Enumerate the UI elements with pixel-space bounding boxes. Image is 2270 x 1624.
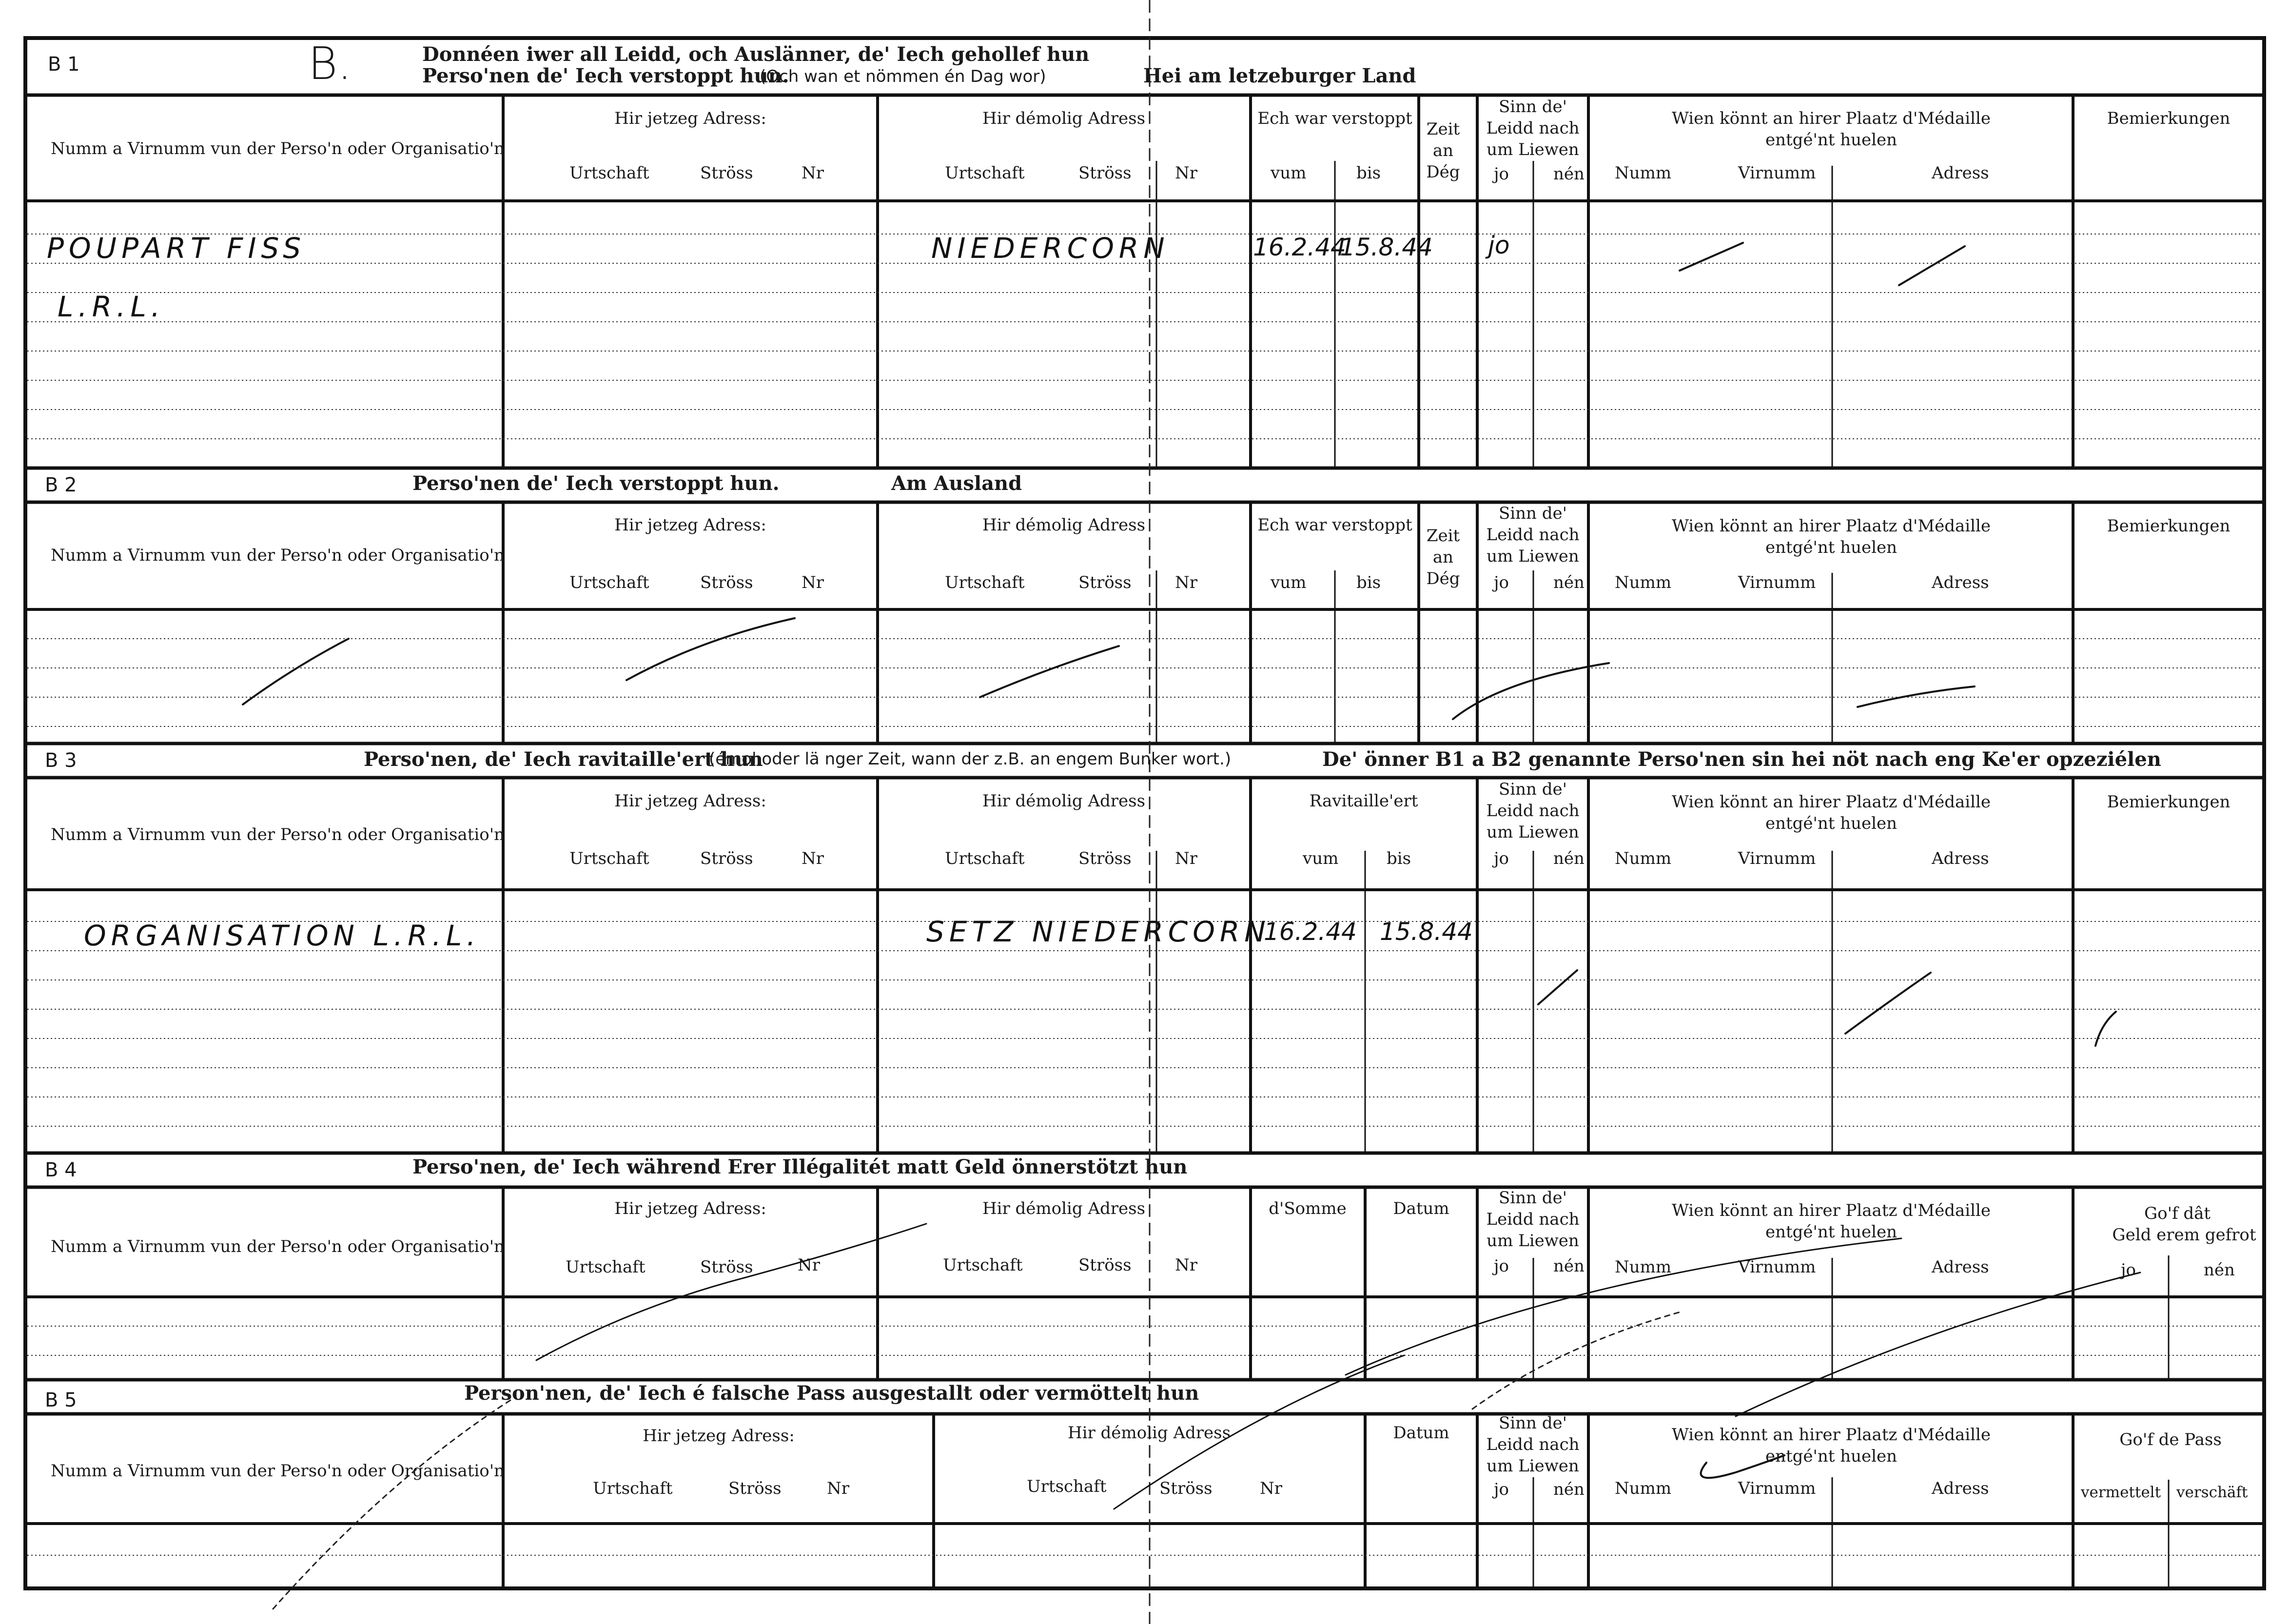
b2-col-former-street: Ströss bbox=[1078, 573, 1132, 592]
b1-entry-name-1: POUPART FISS bbox=[47, 232, 306, 265]
b2-col-medal-2: entgé'nt huelen bbox=[1765, 538, 1898, 557]
b5-col-pass-made: verschäft bbox=[2176, 1484, 2248, 1501]
b5-col-pass-issued: vermettelt bbox=[2081, 1484, 2161, 1501]
b5-col-medal-address: Adress bbox=[1932, 1479, 1989, 1498]
b3-col-to: bis bbox=[1387, 849, 1411, 868]
form-letter: B. bbox=[308, 38, 352, 90]
b4-col-current-number: Nr bbox=[798, 1255, 821, 1275]
b4-col-money-yes: jo bbox=[2121, 1260, 2136, 1280]
b5-col-no: nén bbox=[1553, 1480, 1585, 1499]
b4-col-former-number: Nr bbox=[1175, 1255, 1198, 1275]
b3-title: Perso'nen, de' Iech ravitaille'ert hun bbox=[364, 748, 763, 771]
b1-col-current-address: Hir jetzeg Adress: bbox=[614, 109, 766, 128]
b1-col-no: nén bbox=[1553, 164, 1585, 184]
intro-country: Hei am letzeburger Land bbox=[1143, 64, 1416, 87]
b2-col-alive-2: Leidd nach bbox=[1486, 525, 1580, 545]
b5-col-name: Numm a Virnumm vun der Perso'n oder Organisatio'n bbox=[51, 1461, 505, 1481]
intro-line-2: Perso'nen de' Iech verstoppt hun. bbox=[422, 64, 789, 87]
b1-col-name: Numm a Virnumm vun der Perso'n oder Organisatio'n bbox=[51, 139, 505, 158]
b1-col-former-locality: Urtschaft bbox=[945, 163, 1025, 183]
b2-col-current-number: Nr bbox=[802, 573, 824, 592]
b2-col-alive-1: Sinn de' bbox=[1498, 504, 1567, 523]
b2-col-time-2: an bbox=[1432, 548, 1454, 567]
b2-title: Perso'nen de' Iech verstoppt hun. bbox=[412, 472, 780, 495]
b1-col-time-2: an bbox=[1432, 141, 1454, 160]
b1-col-former-number: Nr bbox=[1175, 163, 1198, 183]
b4-title: Perso'nen, de' Iech während Erer Illégalitét matt Geld önnerstötzt hun bbox=[412, 1155, 1188, 1178]
b1-col-medal-firstname: Virnumm bbox=[1738, 163, 1816, 183]
b1-col-former-street: Ströss bbox=[1078, 163, 1132, 183]
b1-col-medal-name: Numm bbox=[1615, 163, 1672, 183]
b4-col-sum: d'Somme bbox=[1269, 1199, 1347, 1218]
b1-col-medal-2: entgé'nt huelen bbox=[1765, 130, 1898, 150]
b4-col-yes: jo bbox=[1494, 1256, 1509, 1276]
b5-title: Person'nen, de' Iech é falsche Pass ausgestallt oder vermöttelt hun bbox=[464, 1382, 1199, 1405]
b1-col-alive-3: um Liewen bbox=[1487, 140, 1579, 159]
b5-col-current-street: Ströss bbox=[728, 1479, 782, 1498]
section-code-b2: B 2 bbox=[45, 474, 77, 496]
b5-col-current-locality: Urtschaft bbox=[593, 1479, 673, 1498]
b3-col-current-street: Ströss bbox=[700, 849, 753, 868]
b5-col-former-locality: Urtschaft bbox=[1027, 1477, 1107, 1496]
b1-col-time-3: Dég bbox=[1426, 162, 1460, 182]
b1-col-to: bis bbox=[1356, 163, 1381, 183]
b1-col-from: vum bbox=[1271, 163, 1307, 183]
b5-col-date: Datum bbox=[1393, 1423, 1449, 1443]
b3-col-former-number: Nr bbox=[1175, 849, 1198, 868]
b1-col-current-number: Nr bbox=[802, 163, 824, 183]
b5-col-medal-2: entgé'nt huelen bbox=[1765, 1447, 1898, 1466]
b2-col-former-locality: Urtschaft bbox=[945, 573, 1025, 592]
b1-entry-name-2: L.R.L. bbox=[58, 290, 165, 323]
b3-note: De' önner B1 a B2 genannte Perso'nen sin hei nöt nach eng Ke'er opzeziélen bbox=[1322, 748, 2161, 771]
b5-col-former-address: Hir démolig Adress bbox=[1067, 1423, 1231, 1443]
b5-col-pass: Go'f de Pass bbox=[2119, 1430, 2222, 1449]
b3-col-current-locality: Urtschaft bbox=[569, 849, 649, 868]
b2-col-former-address: Hir démolig Adress bbox=[982, 515, 1146, 535]
b1-col-current-street: Ströss bbox=[700, 163, 753, 183]
b3-col-current-address: Hir jetzeg Adress: bbox=[614, 791, 766, 811]
b2-col-hidden: Ech war verstoppt bbox=[1257, 515, 1412, 535]
b2-col-yes: jo bbox=[1494, 573, 1509, 592]
b4-col-date: Datum bbox=[1393, 1199, 1449, 1218]
b2-place: Am Ausland bbox=[891, 472, 1022, 495]
b5-col-former-street: Ströss bbox=[1159, 1479, 1213, 1498]
b2-col-medal-firstname: Virnumm bbox=[1738, 573, 1816, 592]
b2-col-from: vum bbox=[1271, 573, 1307, 592]
b2-col-current-locality: Urtschaft bbox=[569, 573, 649, 592]
b5-col-yes: jo bbox=[1494, 1480, 1509, 1499]
b3-col-name: Numm a Virnumm vun der Perso'n oder Organisatio'n bbox=[51, 825, 505, 844]
b4-col-current-address: Hir jetzeg Adress: bbox=[614, 1199, 766, 1218]
b1-entry-from: 16.2.44 bbox=[1253, 233, 1346, 261]
b3-col-supplied: Ravitaille'ert bbox=[1309, 791, 1418, 811]
b5-col-alive-1: Sinn de' bbox=[1498, 1413, 1567, 1433]
b1-col-yes: jo bbox=[1494, 164, 1509, 184]
b4-col-name: Numm a Virnumm vun der Perso'n oder Organisatio'n bbox=[51, 1237, 505, 1256]
intro-line-2-paren: (Och wan et nömmen én Dag wor) bbox=[760, 67, 1046, 86]
b1-col-medal-1: Wien könnt an hirer Plaatz d'Médaille bbox=[1671, 109, 1991, 128]
b4-col-alive-1: Sinn de' bbox=[1498, 1188, 1567, 1208]
b1-entry-to: 15.8.44 bbox=[1340, 233, 1433, 261]
b3-entry-to: 15.8.44 bbox=[1380, 918, 1473, 946]
b1-col-remarks: Bemierkungen bbox=[2107, 109, 2231, 128]
b4-col-medal-1: Wien könnt an hirer Plaatz d'Médaille bbox=[1671, 1201, 1991, 1220]
b2-col-medal-address: Adress bbox=[1932, 573, 1989, 592]
b4-col-alive-3: um Liewen bbox=[1487, 1231, 1579, 1251]
b3-col-former-address: Hir démolig Adress bbox=[982, 791, 1146, 811]
b3-entry-from: 16.2.44 bbox=[1264, 918, 1357, 946]
b3-col-yes: jo bbox=[1494, 849, 1509, 868]
b4-col-current-locality: Urtschaft bbox=[566, 1257, 646, 1277]
b5-col-former-number: Nr bbox=[1260, 1479, 1283, 1498]
b2-col-medal-name: Numm bbox=[1615, 573, 1672, 592]
b3-col-from: vum bbox=[1303, 849, 1339, 868]
b2-col-time-3: Dég bbox=[1426, 569, 1460, 588]
b3-col-current-number: Nr bbox=[802, 849, 824, 868]
b3-col-medal-name: Numm bbox=[1615, 849, 1672, 868]
b4-col-money-2: Geld erem gefrot bbox=[2112, 1225, 2256, 1245]
b3-entry-name: ORGANISATION L.R.L. bbox=[84, 919, 481, 952]
b3-col-alive-3: um Liewen bbox=[1487, 822, 1579, 842]
b4-col-medal-firstname: Virnumm bbox=[1738, 1257, 1816, 1277]
b3-col-former-locality: Urtschaft bbox=[945, 849, 1025, 868]
b2-col-to: bis bbox=[1356, 573, 1381, 592]
b1-col-alive-2: Leidd nach bbox=[1486, 118, 1580, 138]
section-code-b5: B 5 bbox=[45, 1389, 77, 1411]
b1-col-former-address: Hir démolig Adress bbox=[982, 109, 1146, 128]
section-code-b1: B 1 bbox=[48, 53, 80, 76]
b3-col-remarks: Bemierkungen bbox=[2107, 792, 2231, 812]
b2-col-no: nén bbox=[1553, 573, 1585, 592]
b2-col-time-1: Zeit bbox=[1426, 526, 1460, 546]
b3-col-medal-2: entgé'nt huelen bbox=[1765, 814, 1898, 833]
b5-col-medal-name: Numm bbox=[1615, 1479, 1672, 1498]
b3-entry-former-address: SETZ NIEDERCORN bbox=[926, 915, 1271, 948]
b4-col-former-locality: Urtschaft bbox=[943, 1255, 1023, 1275]
b3-col-medal-1: Wien könnt an hirer Plaatz d'Médaille bbox=[1671, 792, 1991, 812]
b4-col-medal-name: Numm bbox=[1615, 1257, 1672, 1277]
b2-col-former-number: Nr bbox=[1175, 573, 1198, 592]
b4-col-former-street: Ströss bbox=[1078, 1255, 1132, 1275]
b4-col-money-no: nén bbox=[2204, 1260, 2235, 1280]
b2-col-remarks: Bemierkungen bbox=[2107, 516, 2231, 536]
b1-entry-alive: jo bbox=[1488, 231, 1510, 259]
section-code-b4: B 4 bbox=[45, 1159, 77, 1181]
b3-col-former-street: Ströss bbox=[1078, 849, 1132, 868]
b4-col-medal-2: entgé'nt huelen bbox=[1765, 1222, 1898, 1242]
b2-col-current-street: Ströss bbox=[700, 573, 753, 592]
b2-col-medal-1: Wien könnt an hirer Plaatz d'Médaille bbox=[1671, 516, 1991, 536]
b5-col-current-address: Hir jetzeg Adress: bbox=[643, 1426, 795, 1446]
b4-col-no: nén bbox=[1553, 1256, 1585, 1276]
b5-col-alive-2: Leidd nach bbox=[1486, 1435, 1580, 1454]
b1-col-current-locality: Urtschaft bbox=[569, 163, 649, 183]
b5-col-medal-firstname: Virnumm bbox=[1738, 1479, 1816, 1498]
b2-col-name: Numm a Virnumm vun der Perso'n oder Organisatio'n bbox=[51, 546, 505, 565]
b1-col-hidden: Ech war verstoppt bbox=[1257, 109, 1412, 128]
intro-line-1: Donnéen iwer all Leidd, och Auslänner, de' Iech gehollef hun bbox=[422, 43, 1090, 66]
b5-col-medal-1: Wien könnt an hirer Plaatz d'Médaille bbox=[1671, 1425, 1991, 1445]
b4-col-medal-address: Adress bbox=[1932, 1257, 1989, 1277]
b1-col-time-1: Zeit bbox=[1426, 119, 1460, 139]
b3-col-medal-address: Adress bbox=[1932, 849, 1989, 868]
b1-col-alive-1: Sinn de' bbox=[1498, 97, 1567, 117]
b3-title-paren: (émol oder lä nger Zeit, wann der z.B. an engem Bunker wort.) bbox=[709, 749, 1232, 769]
b5-col-alive-3: um Liewen bbox=[1487, 1456, 1579, 1476]
b3-col-medal-firstname: Virnumm bbox=[1738, 849, 1816, 868]
section-code-b3: B 3 bbox=[45, 749, 77, 772]
b3-col-no: nén bbox=[1553, 849, 1585, 868]
b4-col-alive-2: Leidd nach bbox=[1486, 1210, 1580, 1229]
b1-entry-former-locality: NIEDERCORN bbox=[931, 232, 1170, 265]
b4-col-money-1: Go'f dât bbox=[2144, 1204, 2211, 1223]
b1-col-medal-address: Adress bbox=[1932, 163, 1989, 183]
b3-col-alive-1: Sinn de' bbox=[1498, 780, 1567, 799]
b2-col-current-address: Hir jetzeg Adress: bbox=[614, 515, 766, 535]
b4-col-current-street: Ströss bbox=[700, 1257, 753, 1277]
b2-col-alive-3: um Liewen bbox=[1487, 547, 1579, 566]
b5-col-current-number: Nr bbox=[827, 1479, 850, 1498]
b4-col-former-address: Hir démolig Adress bbox=[982, 1199, 1146, 1218]
b3-col-alive-2: Leidd nach bbox=[1486, 801, 1580, 821]
